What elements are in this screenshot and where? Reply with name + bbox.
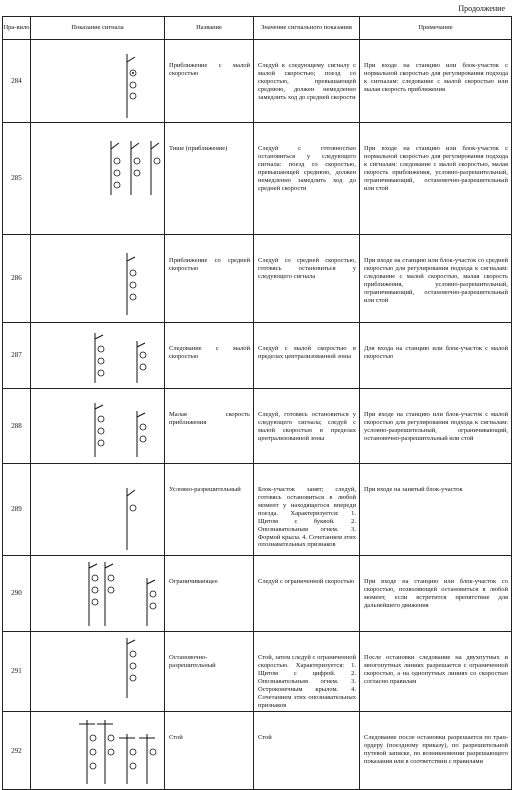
table-row — [3, 632, 512, 712]
table-row — [3, 712, 512, 790]
col-header-meaning: Значение сигнального показания — [254, 17, 360, 40]
table-row — [3, 123, 512, 235]
signal-aspect-cell — [31, 464, 165, 556]
signal-aspect-cell — [31, 712, 165, 790]
col-header-signal: Показание сигнала — [31, 17, 165, 40]
signal-rules-table — [2, 16, 512, 790]
signal-name: Стой — [169, 734, 183, 742]
continuation-label: Продолжение — [458, 4, 505, 13]
col-header-rule: Пра-вило — [3, 17, 31, 40]
semaphore-signal-icon — [31, 40, 165, 123]
rule-number: 289 — [11, 505, 22, 514]
rule-number: 287 — [11, 351, 22, 360]
signal-note: При входе на станцию или блок-участок с малой скоростью для регулирования подхода к сигналам: условно-разрешительный, ограничивающий, остановочно-разрешительный или стой — [364, 411, 508, 442]
semaphore-signal-icon — [31, 464, 165, 556]
table-row — [3, 389, 512, 464]
signal-name: Приближение со средней скоростью — [169, 257, 250, 272]
signal-name: Остановочно-разрешительный — [169, 654, 216, 669]
signal-name: Ограничивающее — [169, 578, 218, 585]
signal-name: Следование с малой скоростью — [169, 345, 250, 360]
signal-meaning: Следуй с ограниченной скоростью — [258, 578, 355, 585]
signal-aspect-cell — [31, 235, 165, 323]
semaphore-signal-icon — [31, 123, 165, 235]
rule-number: 286 — [11, 274, 22, 283]
rule-number: 288 — [11, 421, 22, 430]
semaphore-signal-icon — [31, 323, 165, 389]
signal-note: После остановки следование на двухпутных и многопутных линиях разрешается с ограниченной скоростью, а на однопутных линиях со скоростью согласно правилам — [364, 654, 508, 685]
signal-meaning: Следуй, готовясь остановиться у следующего сигнала; следуй с малой скоростью в пределах централизованной зоны — [258, 411, 356, 442]
signal-meaning: Следуй к следующему сигналу с малой скоростью; поезд со скоростью, превышающей среднюю, должен немедленно замедлить ход до средней скорости — [258, 62, 356, 101]
table-header-row — [3, 17, 512, 40]
signal-aspect-cell — [31, 556, 165, 632]
signal-note: При входе на станцию или блок-участок со скоростью, позволяющей остановиться в любой момент, если встретится препятствие для дальнейшего движения — [364, 578, 508, 609]
rule-number: 284 — [11, 76, 22, 85]
signal-name: Малая скорость приближения — [169, 411, 250, 426]
table-row — [3, 40, 512, 123]
signal-meaning: Стой — [258, 734, 272, 742]
signal-note: Следование после остановки разрешается по тран-ордеру (поездному приказу), по разрешительной путевой записке, по возникновении разрешающего показания или в соответствии с правилами — [364, 734, 508, 766]
semaphore-signal-icon — [31, 389, 165, 464]
semaphore-signal-icon — [31, 632, 165, 705]
rule-number: 290 — [11, 589, 22, 598]
signal-note: При входе на станцию или блок-участок с нормальной скоростью для регулирования подхода к сигналам: следование с малой скоростью, малая скорость приближения, условно-разрешительный, ограничивающий, остановочно-разрешительный или стой — [364, 145, 508, 192]
signal-name: Приближение с малой скоростью — [169, 62, 250, 77]
signal-aspect-cell — [31, 323, 165, 389]
signal-meaning: Следуй с малой скоростью в пределах централизованной зоны — [258, 345, 356, 360]
semaphore-signal-icon — [31, 712, 165, 790]
semaphore-signal-icon — [31, 235, 165, 323]
signal-note: При входе на занятый блок-участок — [364, 486, 463, 493]
rule-number: 285 — [11, 174, 22, 183]
signal-aspect-cell — [31, 123, 165, 235]
signal-aspect-cell — [31, 40, 165, 123]
signal-aspect-cell — [31, 389, 165, 464]
rule-number: 291 — [11, 667, 22, 676]
semaphore-signal-icon — [31, 556, 165, 632]
signal-meaning: Следуй со средней скоростью, готовясь остановиться у следующего сигнала — [258, 257, 356, 280]
signal-meaning: Следуй с готовностью остановиться у следующего сигнала: поезд со скоростью, превышающей среднюю, должен немедленно замедлить ход до средней скорости — [258, 145, 356, 192]
col-header-note: Примечание — [360, 17, 512, 40]
table-row — [3, 323, 512, 389]
signal-note: При входе на станцию или блок-участок с нормальной скоростью для регулирования подхода к сигналам: следование с малой скоростью или малая скорость приближения — [364, 62, 508, 93]
signal-meaning: Блок-участок занят; следуй, готовясь остановиться в любой момент у находящегося впереди поезда. Характеризуется: 1. Щитом с буквой. 2. Опознавательным огнем. 3. Формой крыла. 4. Сочетанием этих опознавательных признаков — [258, 486, 356, 549]
col-header-name: Название — [165, 17, 254, 40]
table-row — [3, 235, 512, 323]
rule-number: 292 — [11, 746, 22, 755]
signal-name: Условно-разрешительный — [169, 486, 241, 493]
signal-aspect-cell — [31, 632, 165, 712]
signal-note: Для входа на станцию или блок-участок с малой скоростью — [364, 345, 508, 360]
table-row — [3, 556, 512, 632]
signal-name: Тише (приближение) — [169, 145, 228, 152]
table-row — [3, 464, 512, 556]
signal-note: При входе на станцию или блок-участок со средней скоростью для регулирования подхода к сигналам: следование с малой скоростью, малая скорость приближения, условно-разрешительный, ограничивающий, остановочно-разрешительный или стой — [364, 257, 508, 304]
signal-meaning: Стой, затем следуй с ограниченной скоростью. Характеризуется: 1. Щитом с цифрой. 2. Опознавательным огнем. 3. Остроконечным крылом. 4. Сочетанием этих опознавательных признаков — [258, 654, 356, 709]
